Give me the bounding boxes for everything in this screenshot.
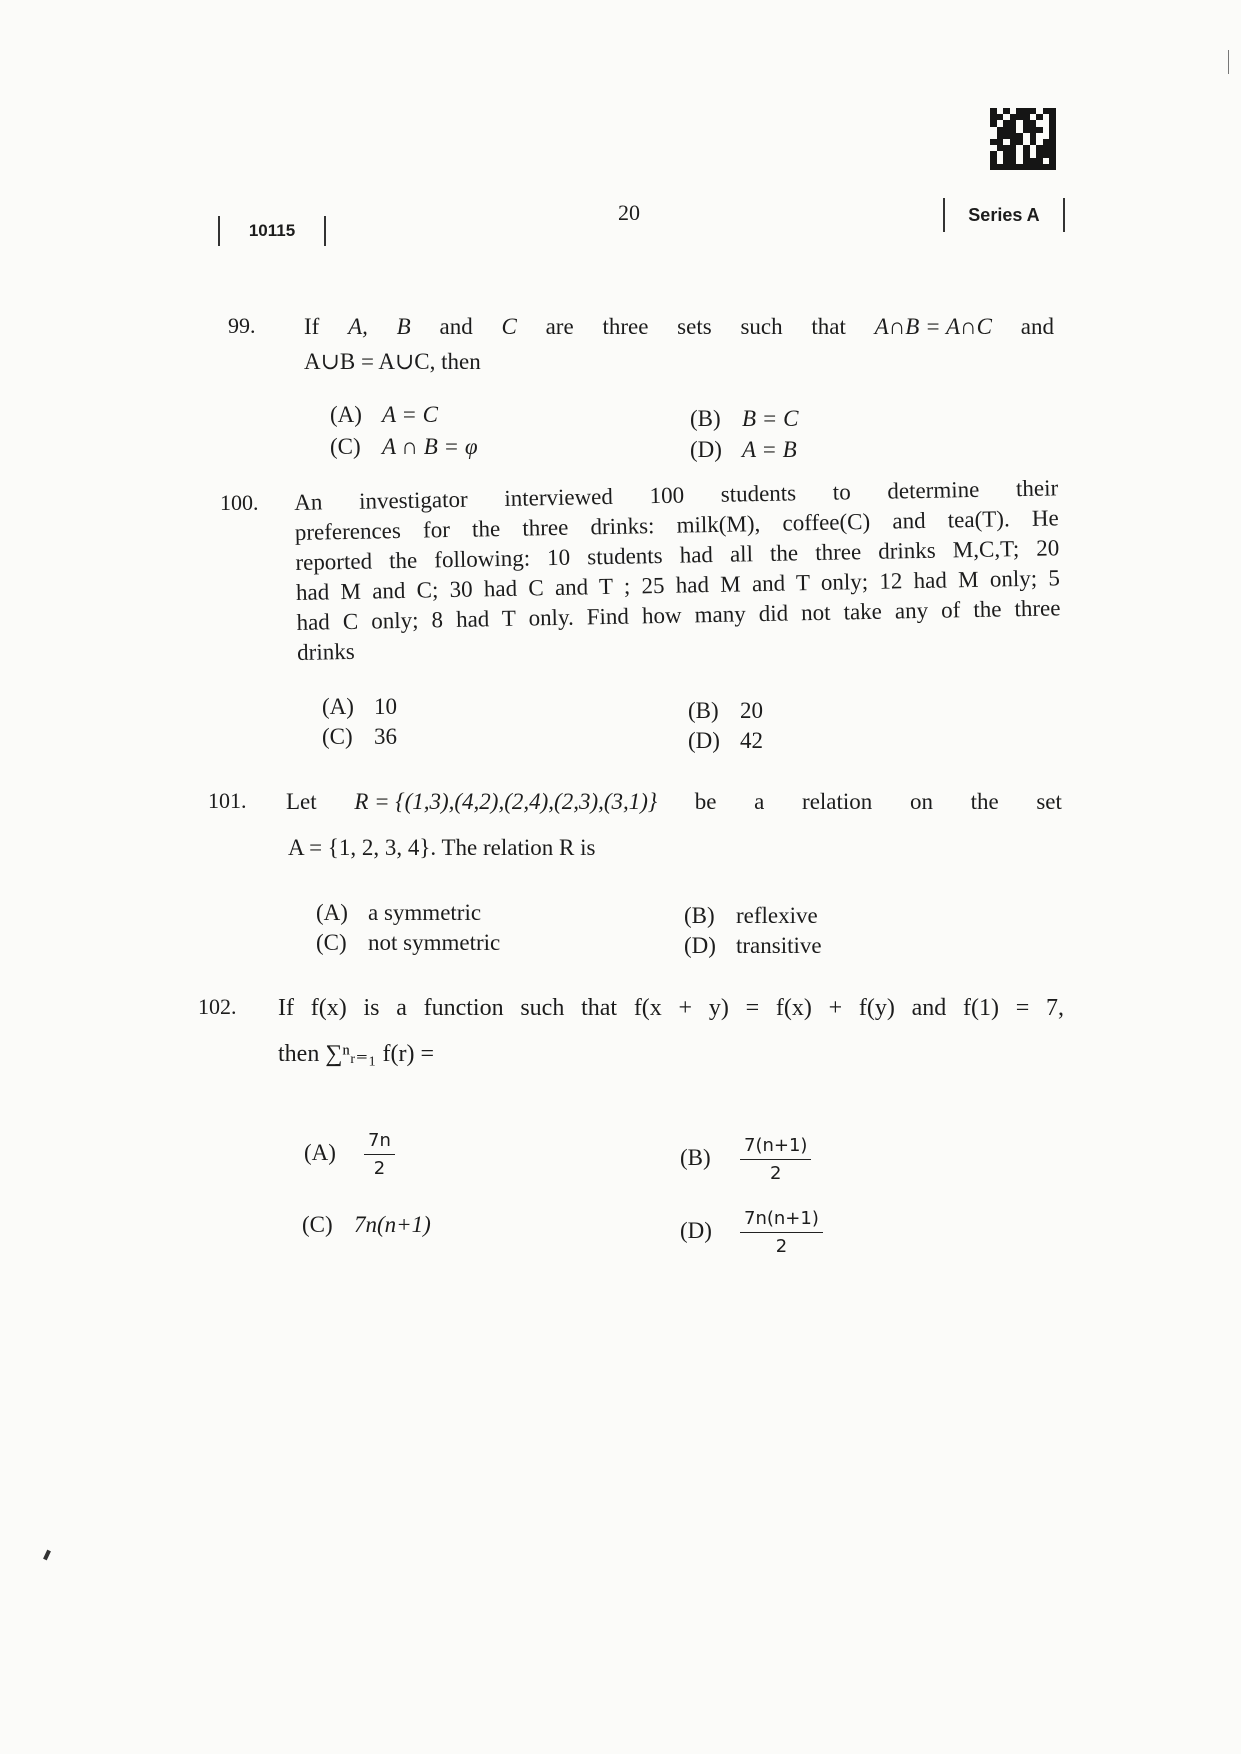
- option-c[interactable]: (C) 36: [322, 724, 397, 749]
- barcode-icon: [990, 108, 1056, 170]
- option-c[interactable]: (C) not symmetric: [316, 930, 501, 955]
- fraction: $\frac{7n(n+1)}{2}$: [740, 1208, 823, 1257]
- barcode-cell: [1023, 164, 1030, 170]
- barcode-cell: [997, 164, 1004, 170]
- option-a[interactable]: (A) $\frac{7n}{2}$: [304, 1130, 395, 1179]
- question-text-line: If f(x) is a function such that f(x + y) = f(x) + f(y) and f(1) = 7,: [278, 995, 1064, 1021]
- option-c[interactable]: (C) 7n(n+1): [302, 1212, 431, 1237]
- barcode-cell: [1003, 164, 1010, 170]
- stray-pen-mark: [43, 1550, 51, 1561]
- option-c[interactable]: (C) A ∩ B = φ: [330, 434, 478, 459]
- fraction: $\frac{7n}{2}$: [364, 1130, 395, 1179]
- barcode-cell: [1010, 164, 1017, 170]
- question-text-line: A∪B = A∪C, then: [304, 349, 481, 374]
- fraction: $\frac{7(n+1)}{2}$: [740, 1135, 811, 1184]
- option-b[interactable]: (B) reflexive: [684, 903, 818, 928]
- option-a[interactable]: (A) a symmetric: [316, 900, 482, 925]
- barcode-cell: [1049, 164, 1056, 170]
- option-d[interactable]: (D) 42: [688, 728, 763, 753]
- question-text: An investigator interviewed 100 students to determine their preferences for the three drinks: milk(M), coffee(C) and tea(T). He reported the following: 10 students had all the three drinks M,C,T; 20 had M and C; 30 had C and T ; 25 had M and T only; 12 had M only; 5 had C only; 8 had T only. Find how many did not take any of the three drinks: [294, 475, 1061, 665]
- option-b[interactable]: (B) B = C: [690, 406, 799, 431]
- question-number: 101.: [208, 788, 247, 813]
- scan-edge-mark: [1228, 50, 1229, 74]
- question-number: 99.: [228, 313, 256, 338]
- barcode-cell: [1036, 164, 1043, 170]
- option-d[interactable]: (D) $\frac{7n(n+1)}{2}$: [680, 1208, 823, 1257]
- question-text-line: then ∑ⁿᵣ₌₁ f(r) =: [278, 1041, 435, 1067]
- question-number: 102.: [198, 994, 237, 1019]
- option-b[interactable]: (B) 20: [688, 698, 763, 723]
- option-d[interactable]: (D) A = B: [690, 437, 797, 462]
- series-label: Series A: [943, 198, 1065, 232]
- page-number: 20: [618, 200, 640, 225]
- option-a[interactable]: (A) 10: [322, 694, 397, 719]
- barcode-cell: [1030, 164, 1037, 170]
- barcode-cell: [990, 164, 997, 170]
- question-text-line: A = {1, 2, 3, 4}. The relation R is: [288, 835, 596, 860]
- option-d[interactable]: (D) transitive: [684, 933, 822, 958]
- barcode-cell: [1016, 164, 1023, 170]
- question-number: 100.: [220, 490, 259, 515]
- paper-code: 10115: [218, 216, 326, 246]
- question-text-line: If A, B and C are three sets such that A∩B = A∩C and: [304, 314, 1054, 339]
- option-b[interactable]: (B) $\frac{7(n+1)}{2}$: [680, 1135, 811, 1184]
- barcode-cell: [1043, 164, 1050, 170]
- option-a[interactable]: (A) A = C: [330, 402, 438, 427]
- question-text-line: Let R = {(1,3),(4,2),(2,4),(2,3),(3,1)} be a relation on the set: [286, 789, 1062, 814]
